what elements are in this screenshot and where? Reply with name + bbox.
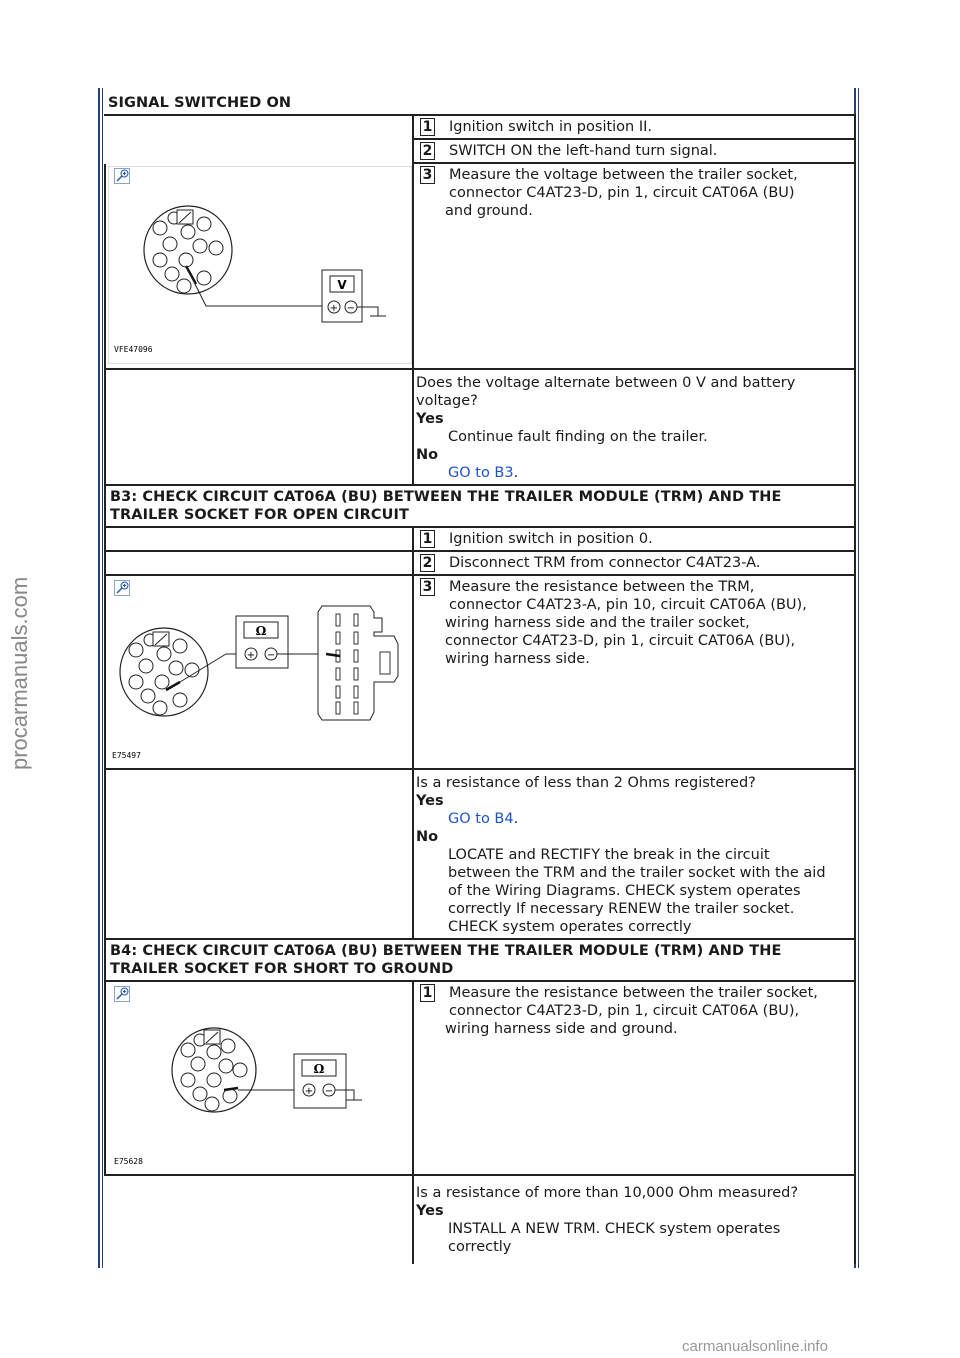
yes-action: INSTALL A NEW TRM. CHECK system operates correctly [448,1221,781,1255]
step-text: and ground. [445,203,533,219]
goto-b4-link[interactable]: GO to B4 [448,811,514,827]
step-row [104,140,856,164]
step-text: Ignition switch in position 0. [449,531,653,547]
step-text: wiring harness side and ground. [445,1021,678,1037]
short-to-ground-diagram [108,984,412,1170]
step-text: Measure the resistance between the TRM, [449,579,755,595]
procedure-page [104,92,856,1264]
minus-terminal: − [266,650,276,661]
step-number: 2 [420,142,435,160]
yes-label: Yes [416,1203,444,1219]
step-text: wiring harness side and the trailer socket, [445,615,750,631]
figure-code: VFE47096 [114,345,153,354]
section-title: B3: CHECK CIRCUIT CAT06A (BU) BETWEEN THE TRAILER MODULE (TRM) AND THE TRAILER SOCKET FOR OPEN CIRCUIT [104,486,856,528]
voltage-measurement-diagram [108,166,412,364]
step-number: 2 [420,554,435,572]
yes-action: Continue fault finding on the trailer. [448,429,708,445]
step-text: wiring harness side. [445,651,590,667]
yes-label: Yes [416,793,444,809]
page-left-rule [98,88,100,1268]
minus-terminal: − [346,303,356,314]
meter-label: Ω [313,1062,325,1076]
question-text: Does the voltage alternate between 0 V and battery voltage? [416,375,796,409]
section-title: SIGNAL SWITCHED ON [104,92,856,116]
figure-cell [104,164,414,370]
page-right-rule-thin [858,88,859,1268]
step-row-with-figure [104,982,856,1176]
step-row-with-figure [104,164,856,370]
step-number: 1 [420,984,435,1002]
figure-cell [104,982,414,1176]
step-text: connector C4AT23-A, pin 10, circuit CAT06A (BU), [449,597,807,613]
step-text: Ignition switch in position II. [449,119,653,135]
step-row [104,116,856,140]
question-text: Is a resistance of less than 2 Ohms registered? [416,775,756,791]
question-text: Is a resistance of more than 10,000 Ohm measured? [416,1185,799,1201]
step-number: 3 [420,166,435,184]
question-row: Does the voltage alternate between 0 V and battery voltage? Yes Continue fault finding on the trailer. No GO to B3. [104,370,856,486]
step-text: Measure the voltage between the trailer socket, [449,167,798,183]
step-number: 1 [420,530,435,548]
step-text: SWITCH ON the left-hand turn signal. [449,143,718,159]
watermark: procarmanuals.com [7,576,32,770]
section-title: B4: CHECK CIRCUIT CAT06A (BU) BETWEEN THE TRAILER MODULE (TRM) AND THE TRAILER SOCKET FOR SHORT TO GROUND [104,940,856,982]
question-row: Is a resistance of less than 2 Ohms registered? Yes GO to B4. No LOCATE and RECTIFY the break in the circuit between the TRM and the trailer socket with the aid of the Wiring Diagrams. CHECK system operates correctly If necessary RENEW the trailer socket. CHECK system operates correctly [104,770,856,940]
plus-terminal: + [329,303,339,314]
plus-terminal: + [246,650,256,661]
step-text: connector C4AT23-D, pin 1, circuit CAT06A (BU), [445,633,796,649]
question-row [104,1176,856,1264]
figure-code: E75628 [114,1157,143,1166]
step-number: 1 [420,118,435,136]
step-text: Disconnect TRM from connector C4AT23-A. [449,555,761,571]
step-row [104,552,856,576]
figure-cell [104,576,414,770]
step-number: 3 [420,578,435,596]
step-text: Measure the resistance between the trailer socket, [449,985,818,1001]
meter-label: Ω [255,624,267,638]
page-left-rule-thin [102,88,103,1268]
step-row-with-figure [104,576,856,770]
yes-label: Yes [416,411,444,427]
no-label: No [416,829,439,845]
meter-label: V [337,278,347,292]
step-row [104,528,856,552]
minus-terminal: − [324,1086,334,1097]
footer-watermark: carmanualsonline.info [682,1338,828,1355]
resistance-measurement-diagram [108,578,412,764]
goto-b3-link[interactable]: GO to B3 [448,465,514,481]
no-label: No [416,447,439,463]
no-action: LOCATE and RECTIFY the break in the circuit between the TRM and the trailer socket with the aid of the Wiring Diagrams. CHECK system operates correctly If necessary RENEW the trailer socket. CHECK system operates correctly [448,847,826,935]
step-text: connector C4AT23-D, pin 1, circuit CAT06A (BU) [449,185,795,201]
plus-terminal: + [304,1086,314,1097]
figure-code: E75497 [112,751,141,760]
step-text: connector C4AT23-D, pin 1, circuit CAT06A (BU), [449,1003,800,1019]
